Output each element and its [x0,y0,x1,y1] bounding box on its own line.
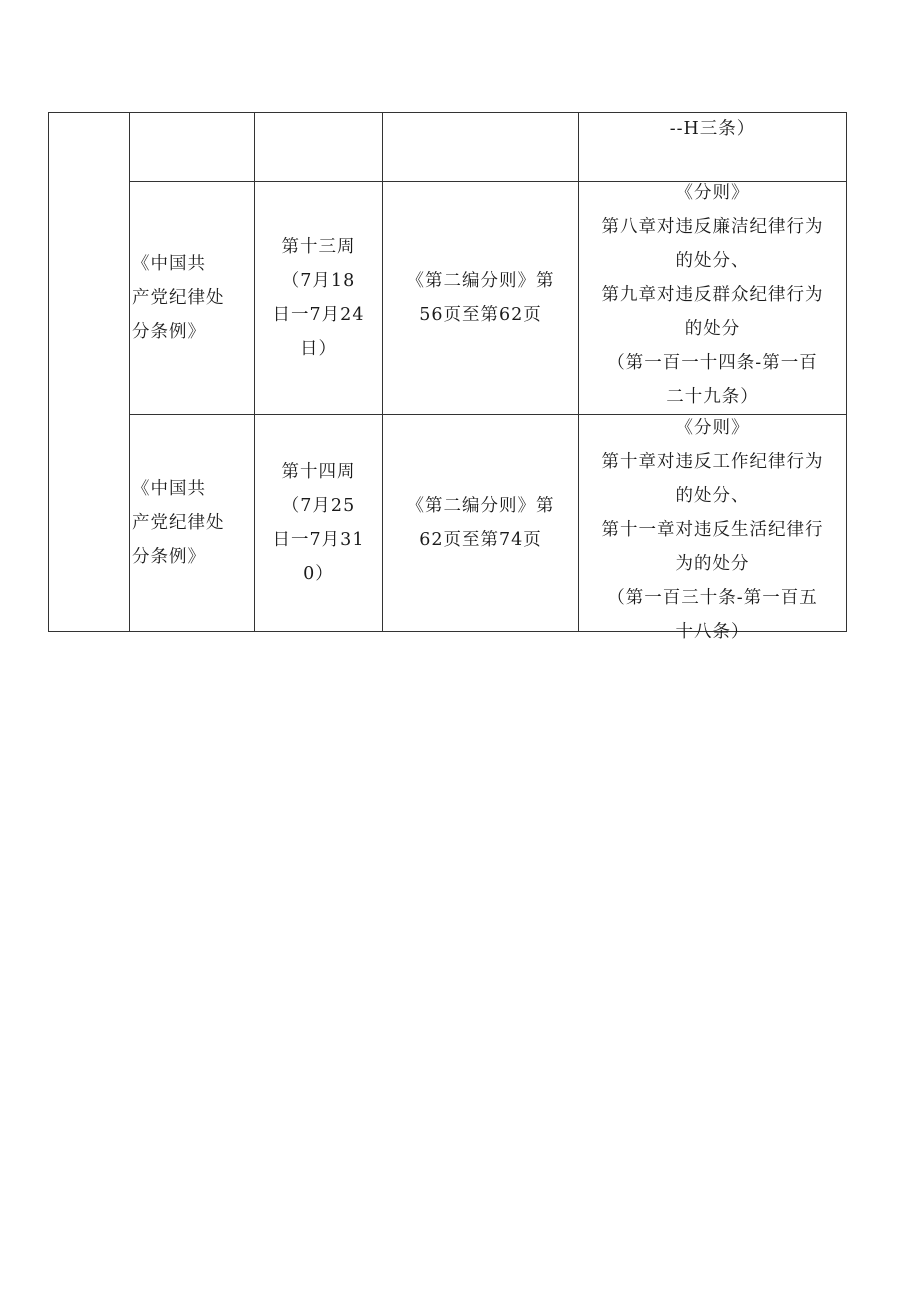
week-range: 第十四周 （7月25 日一7月31 0） [272,462,365,584]
book-cell [130,113,255,182]
content-cell [579,415,847,642]
content-text: --H三条） [669,119,756,139]
book-title: 《中国共 产党纪律处 分条例》 [132,254,225,342]
table-row [49,415,847,632]
week-cell [255,415,383,632]
pages-cell [383,415,579,632]
book-title: 《中国共 产党纪律处 分条例》 [132,479,225,567]
pages-cell [383,113,579,182]
book-cell [130,182,255,415]
table-row [49,113,847,182]
chapter-content: 《分则》 第八章对违反廉洁纪律行为 的处分、 第九章对违反群众纪律行为 的处分 （第一百一十四条-第一百 二十九条） [601,183,824,407]
table-row [49,182,847,415]
content-cell [579,113,847,182]
content-clip [579,415,846,642]
week-range: 第十三周 （7月18 日一7月24 日） [272,237,365,359]
study-schedule-table [48,112,847,642]
page-range: 《第二编分则》第 62页至第74页 [406,496,555,550]
chapter-content: 《分则》 第十章对违反工作纪律行为 的处分、 第十一章对违反生活纪律行 为的处分 （第一百三十条-第一百五 十八条） [601,418,824,642]
book-cell [130,415,255,632]
content-cell [579,182,847,415]
merged-category-cell [49,113,130,632]
week-cell [255,182,383,415]
page-range: 《第二编分则》第 56页至第62页 [406,271,555,325]
week-cell [255,113,383,182]
pages-cell [383,182,579,415]
